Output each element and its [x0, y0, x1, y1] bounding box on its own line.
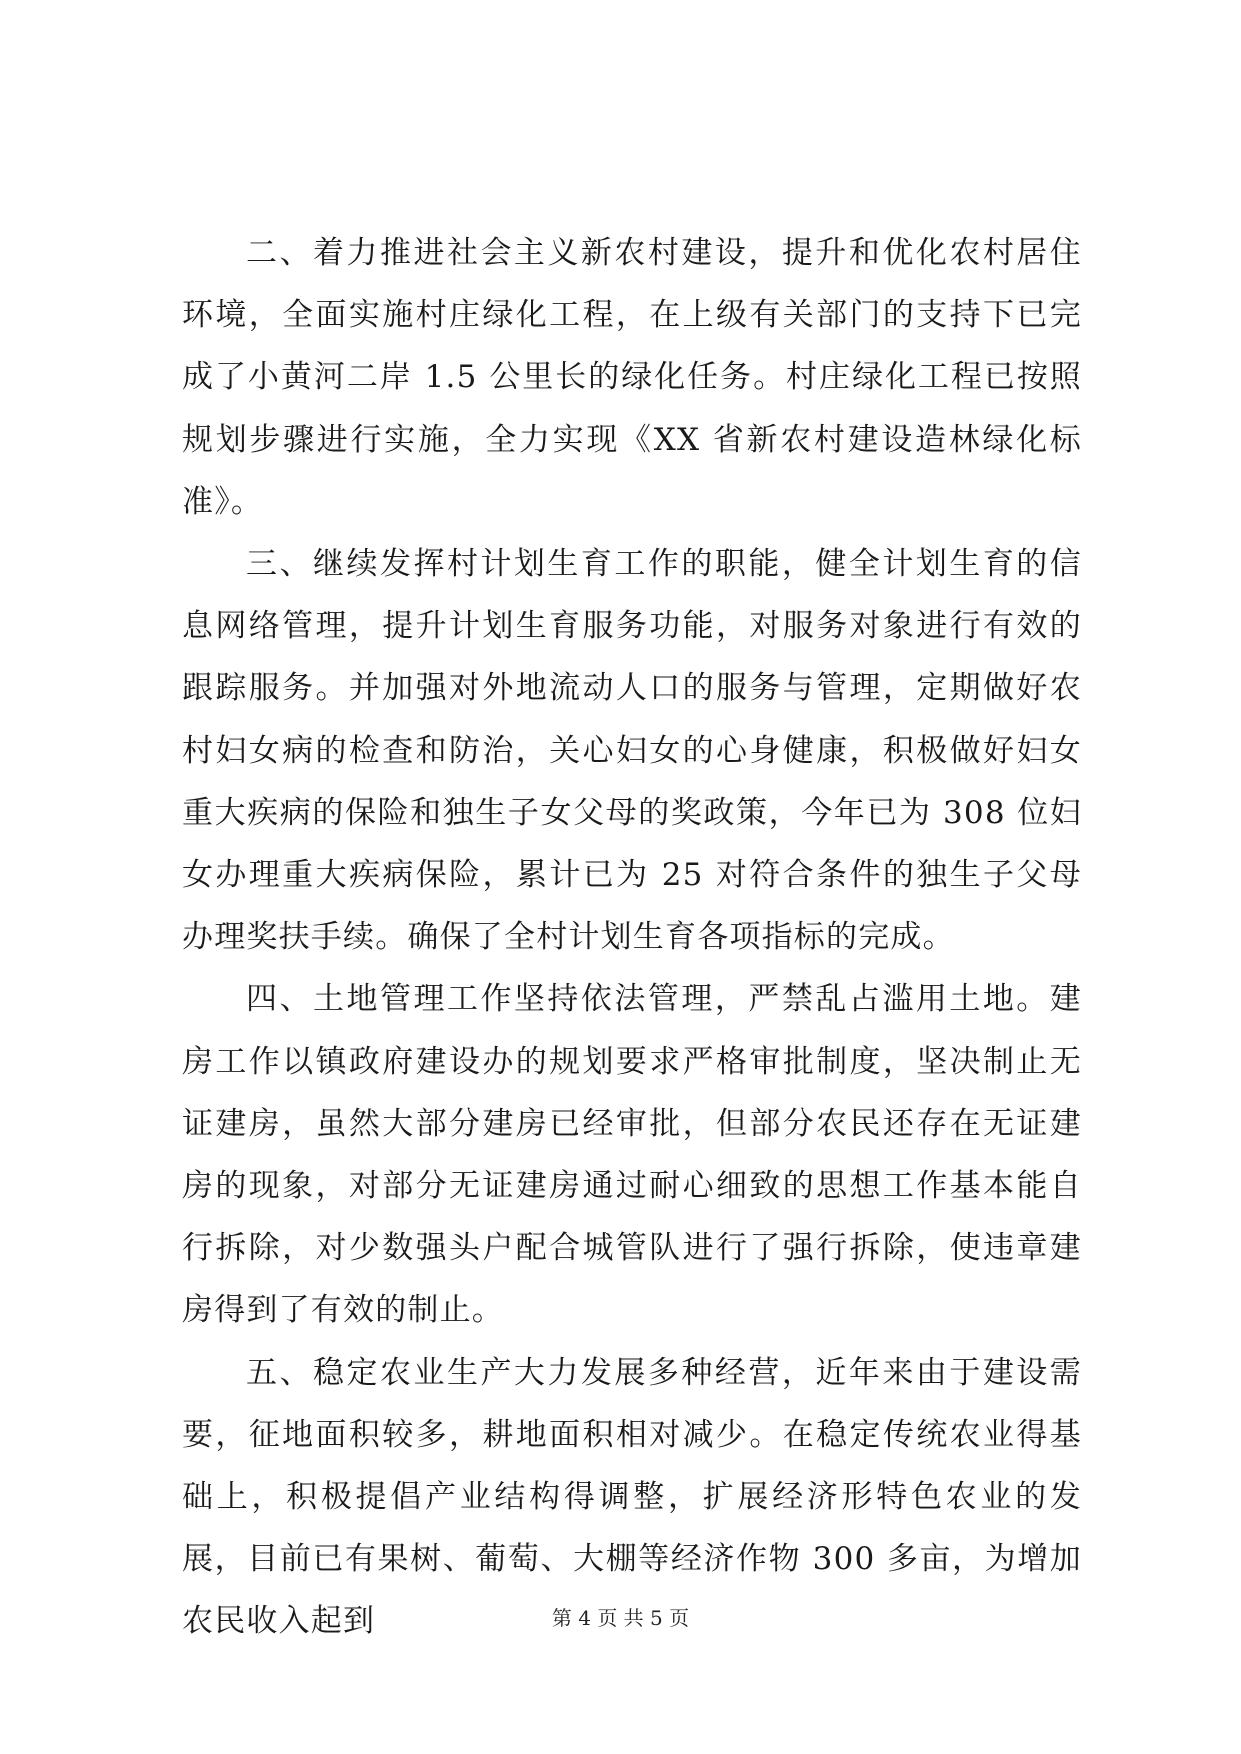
paragraph-5: 五、稳定农业生产大力发展多种经营，近年来由于建设需要，征地面积较多，耕地面积相对减少。在稳定传统农业得基础上，积极提倡产业结构得调整，扩展经济形特色农业的发展，目前已有果树、葡萄、大棚等经济作物 300 多亩，为增加农民收入起到 — [182, 1354, 1082, 1640]
page-number-footer: 第 4 页 共 5 页 — [551, 1606, 690, 1630]
paragraph-2: 二、着力推进社会主义新农村建设，提升和优化农村居住环境，全面实施村庄绿化工程，在上级有关部门的支持下已完成了小黄河二岸 1.5 公里长的绿化任务。村庄绿化工程已按照规划步骤进行实施，全力实现《XX 省新农村建设造林绿化标准》。 — [182, 235, 1082, 520]
paragraph-4: 四、土地管理工作坚持依法管理，严禁乱占滥用土地。建房工作以镇政府建设办的规划要求严格审批制度，坚决制止无证建房，虽然大部分建房已经审批，但部分农民还存在无证建房的现象，对部分无证建房通过耐心细致的思想工作基本能自行拆除，对少数强头户配合城管队进行了强行拆除，使违章建房得到了有效的制止。 — [182, 981, 1082, 1329]
paragraph-3: 三、继续发挥村计划生育工作的职能，健全计划生育的信息网络管理，提升计划生育服务功能，对服务对象进行有效的跟踪服务。并加强对外地流动人口的服务与管理，定期做好农村妇女病的检查和防治，关心妇女的心身健康，积极做好妇女重大疾病的保险和独生子女父母的奖政策，今年已为 308 位妇女办理重大疾病保险，累计已为 25 对符合条件的独生子父母办理奖扶手续。确保了全村计划生育各项指标的完成。 — [182, 546, 1082, 956]
document-body — [182, 222, 1082, 1653]
